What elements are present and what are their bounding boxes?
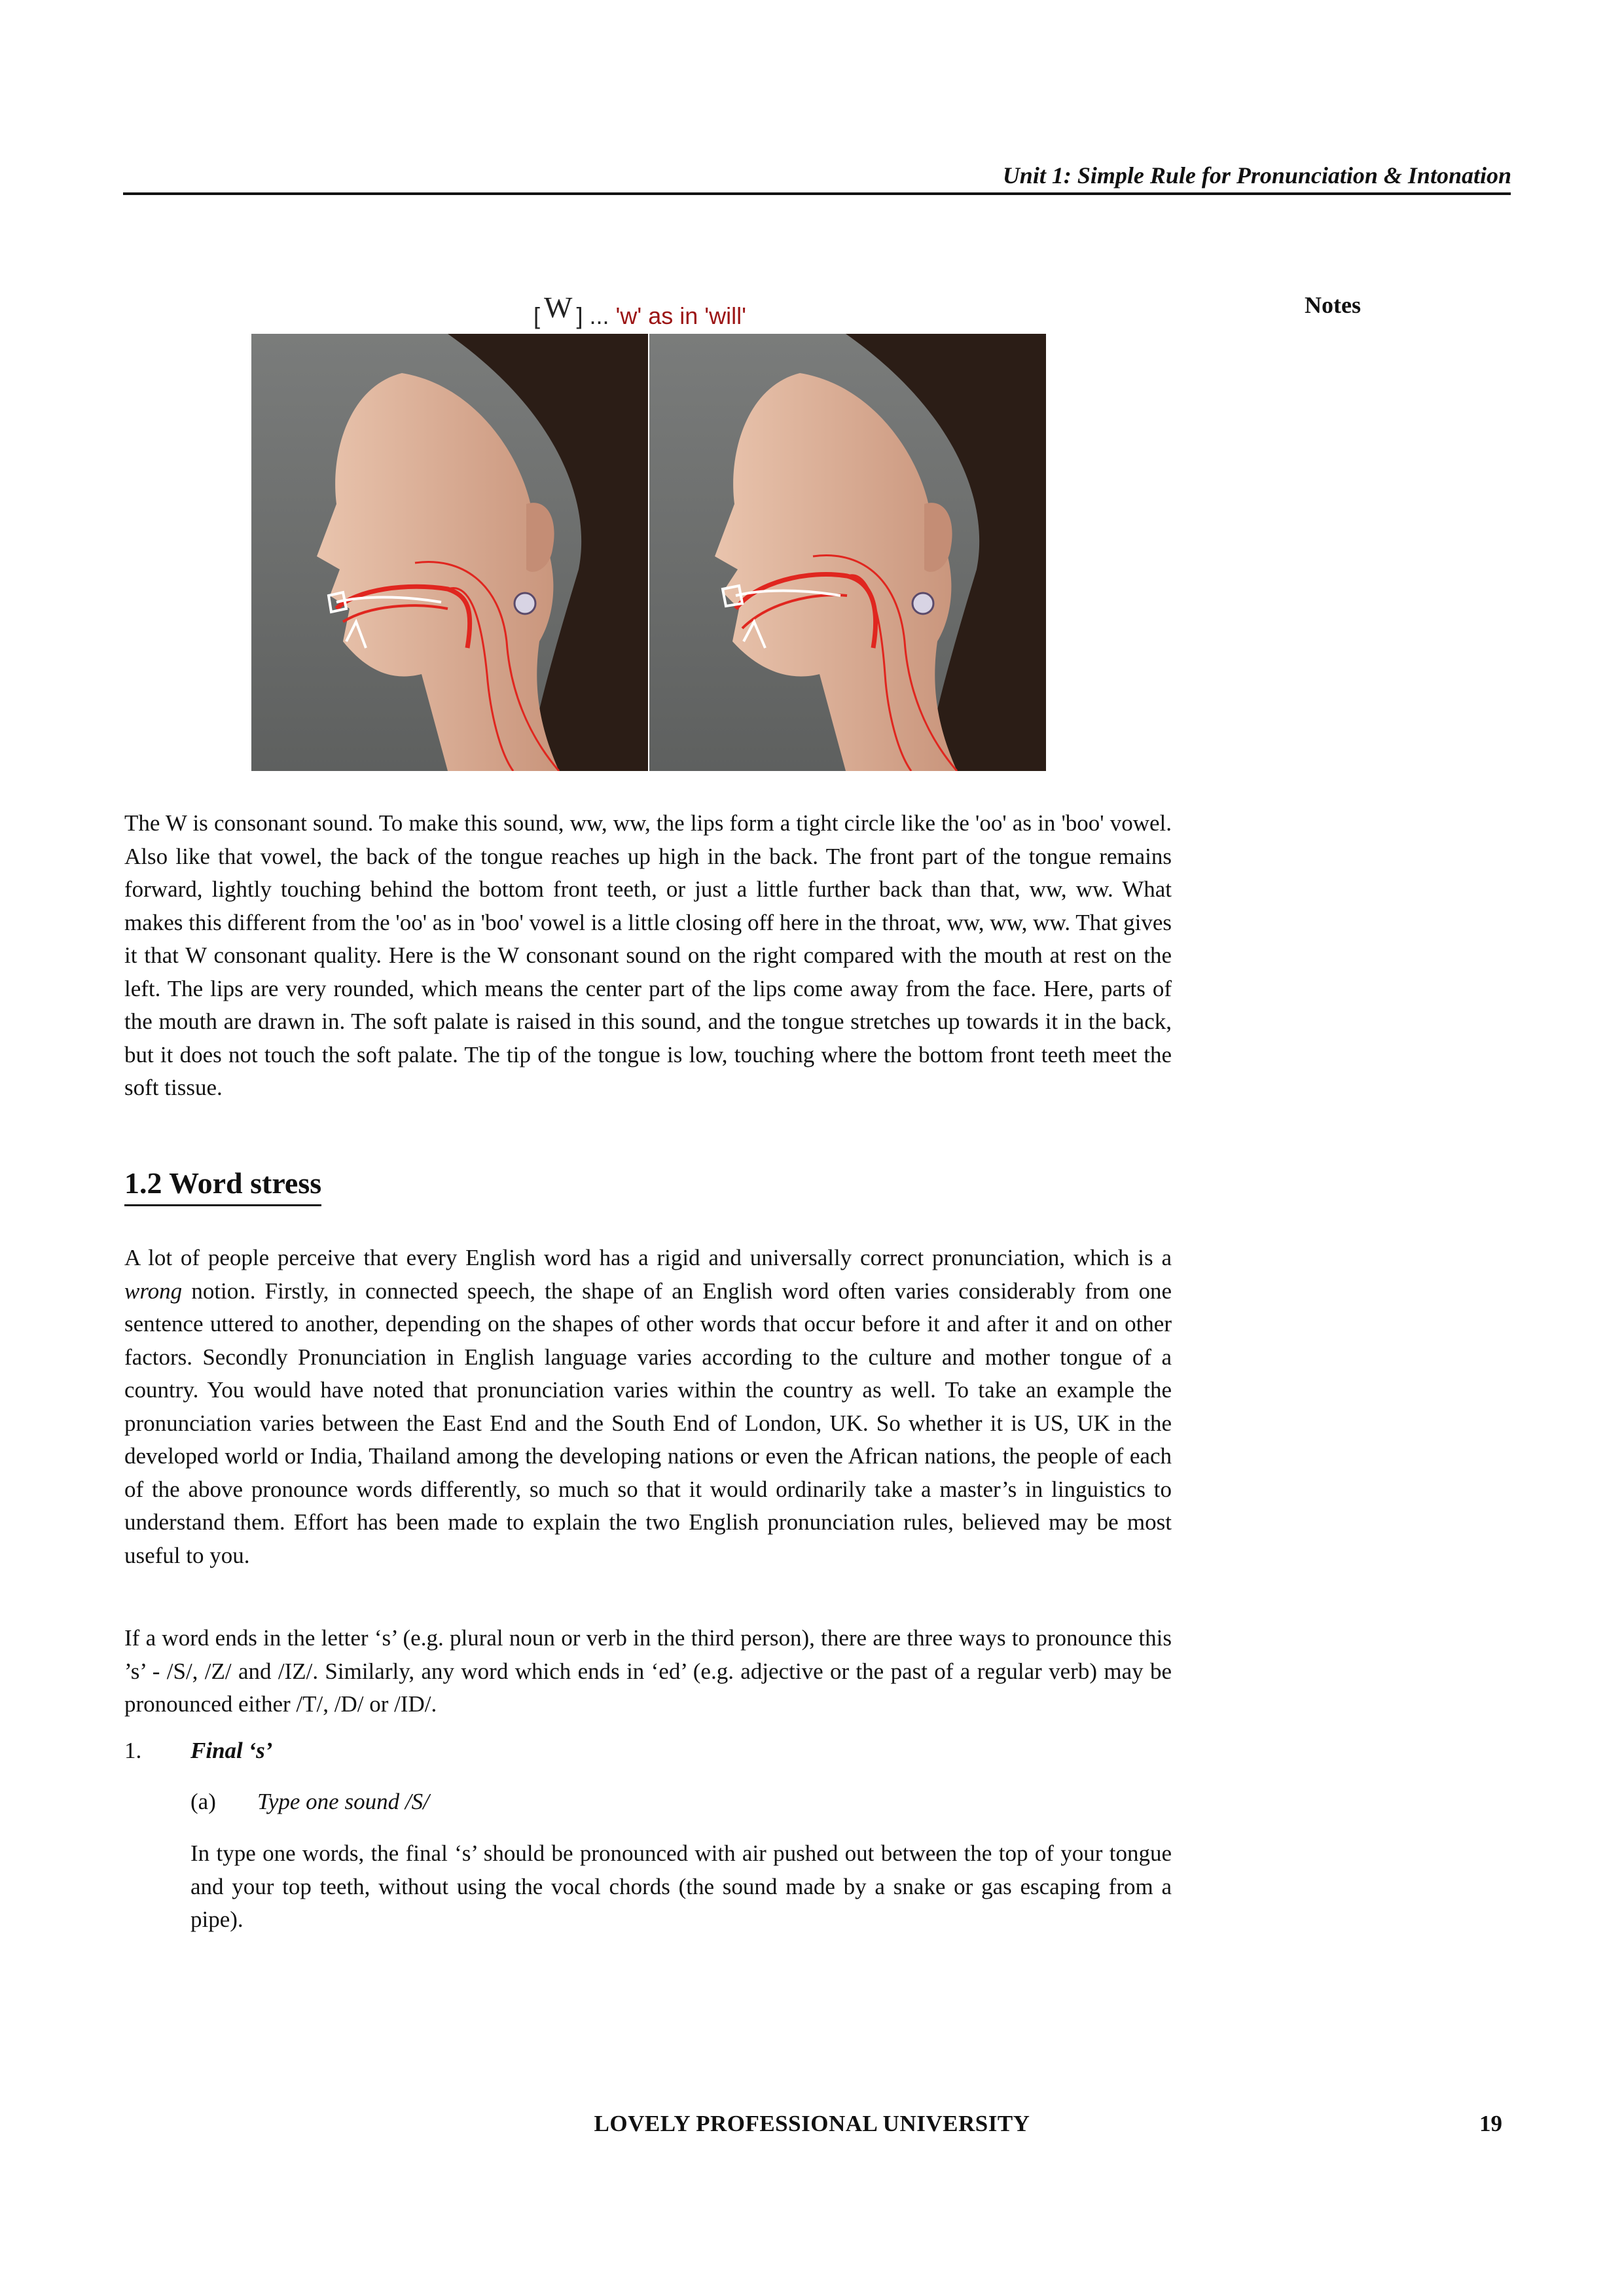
p2-text-after: notion. Firstly, in connected speech, the shape of an English word often varies considerably from one sentence uttered to another, depending on the shapes of other words that occur before it and after it and on other factors. Secondly Pronunciation in English language varies according to the culture and mother tongue of a country. You would have noted that pronunciation varies within the country as well. To take an example the pronunciation varies between the East End and the South End of London, UK. So whether it is US, UK in the developed world or India, Thailand among the developing nations or even the African nations, the people of each of the above pronounce words differently, so much so that it would ordinarily take a master’s in linguistics to understand them. Effort has been made to explain the two English pronunciation rules, believed may be most useful to you.: [124, 1278, 1172, 1568]
caption-text: 'w' as in 'will': [615, 302, 746, 329]
page-number: 19: [1479, 2111, 1502, 2136]
sublist-item-title: Type one sound /S/: [257, 1789, 429, 1814]
footer-university: LOVELY PROFESSIONAL UNIVERSITY: [594, 2111, 1030, 2136]
mouth-diagram-illustration: [251, 334, 1046, 771]
sublist-item-letter: (a): [190, 1789, 216, 1814]
p2-emphasis: wrong: [124, 1278, 183, 1304]
panel-w-sound: [649, 334, 1046, 771]
list-item-number: 1.: [124, 1738, 142, 1763]
paragraph-w-consonant: The W is consonant sound. To make this sound, ww, ww, the lips form a tight circle like the 'oo' as in 'boo' vowel. Also like that vowel, the back of the tongue reaches up high in the back. The front part of the tongue remains forward, lightly touching behind the bottom front teeth, or just a little further back than that, ww, ww. What makes this different from the 'oo' as in 'boo' vowel is a little closing off here in the throat, ww, ww, ww. That gives it that W consonant quality. Here is the W consonant sound on the right compared with the mouth at rest on the left. The lips are very rounded, which means the center part of the lips come away from the face. Here, parts of the mouth are drawn in. The soft palate is raised in this sound, and the tongue stretches up towards it in the back, but it does not touch the soft palate. The tip of the tongue is low, touching where the bottom front teeth meet the soft tissue.: [124, 810, 1172, 1100]
caption-open-bracket: [: [533, 302, 541, 329]
running-header: Unit 1: Simple Rule for Pronunciation & Intonation: [1002, 162, 1511, 188]
caption-phonetic-symbol: W: [544, 291, 573, 324]
mouth-position-figure: [251, 334, 1046, 771]
section-heading: 1.2 Word stress: [124, 1165, 321, 1206]
paragraph-type-one: In type one words, the final ‘s’ should be pronounced with air pushed out between the top of your tongue and your top teeth, without using the vocal chords (the sound made by a snake or gas escaping from a pipe).: [190, 1840, 1172, 1932]
figure-caption: [533, 291, 746, 331]
caption-close-bracket: ] ...: [576, 302, 609, 329]
p2-text-before: A lot of people perceive that every English word has a rigid and universally correct pronunciation, which is a: [124, 1245, 1172, 1270]
panel-at-rest: [251, 334, 648, 771]
paragraph-s-and-ed-endings: If a word ends in the letter ‘s’ (e.g. plural noun or verb in the third person), there are three ways to pronounce this ’s’ - /S/, /Z/ and /IZ/. Similarly, any word which ends in ‘ed’ (e.g. adjective or the past of a regular verb) may be pronounced either /T/, /D/ or /ID/.: [124, 1625, 1172, 1717]
notes-margin-label: Notes: [1305, 292, 1361, 318]
paragraph-pronunciation-varies: [124, 1242, 1172, 1572]
list-item-title: Final ‘s’: [190, 1738, 273, 1763]
header-rule: [123, 192, 1511, 195]
